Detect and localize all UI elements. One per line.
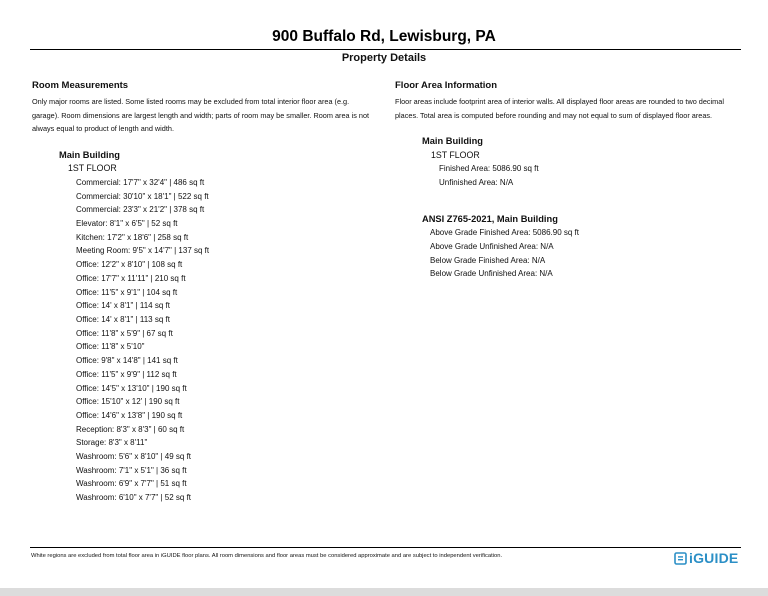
room-item: Office: 11'5" x 9'1" | 104 sq ft bbox=[76, 287, 178, 297]
room-item: Office: 11'8" x 5'9" | 67 sq ft bbox=[76, 328, 173, 338]
room-item: Office: 11'8" x 5'10" bbox=[76, 342, 145, 352]
iguide-logo-text: iGUIDE bbox=[689, 550, 739, 566]
room-item: Washroom: 7'1" x 5'1" | 36 sq ft bbox=[76, 465, 187, 475]
room-item: Elevator: 8'1" x 6'5" | 52 sq ft bbox=[76, 219, 178, 229]
ansi-heading: ANSI Z765-2021, Main Building bbox=[422, 213, 558, 224]
ansi-area-list bbox=[422, 226, 745, 281]
room-measurements-heading: Room Measurements bbox=[32, 80, 129, 91]
room-measurements-section bbox=[32, 80, 377, 505]
room-item: Commercial: 30'10" x 18'1" | 522 sq ft bbox=[76, 191, 209, 201]
title-divider bbox=[30, 49, 741, 50]
ansi-area-item: Above Grade Finished Area: 5086.90 sq ft bbox=[430, 228, 579, 238]
iguide-logo bbox=[674, 549, 738, 567]
room-item: Office: 14' x 8'1" | 113 sq ft bbox=[76, 315, 170, 324]
ansi-area-item: Below Grade Unfinished Area: N/A bbox=[430, 269, 553, 279]
floor-area-list bbox=[422, 162, 745, 189]
building-name: Main Building bbox=[59, 149, 120, 160]
footer-divider bbox=[30, 547, 741, 548]
room-item: Reception: 8'3" x 8'3" | 60 sq ft bbox=[76, 424, 185, 434]
building-name: Main Building bbox=[422, 136, 483, 147]
room-item: Office: 14'6" x 13'8" | 190 sq ft bbox=[76, 410, 183, 420]
room-item: Washroom: 5'6" x 8'10" | 49 sq ft bbox=[76, 452, 192, 462]
room-item: Washroom: 6'9" x 7'7" | 51 sq ft bbox=[76, 479, 187, 489]
floor-area-heading: Floor Area Information bbox=[395, 80, 498, 91]
footer-note: White regions are excluded from total floor area in iGUIDE floor plans. All room dimensions and floor areas must be considered approximate and are subject to independent verification. bbox=[31, 553, 503, 559]
room-item: Washroom: 6'10" x 7'7" | 52 sq ft bbox=[76, 493, 192, 503]
room-measurements-description: Only major rooms are listed. Some listed rooms may be excluded from total interior floor area (e.g. garage). Room dimensions are largest length and width; parts of room may be smaller. Room area is not always equal to product of length and width. bbox=[32, 97, 370, 134]
room-item: Office: 9'8" x 14'8" | 141 sq ft bbox=[76, 356, 178, 366]
page-subtitle: Property Details bbox=[341, 52, 427, 64]
floor-area-item: Finished Area: 5086.90 sq ft bbox=[439, 164, 539, 174]
room-item: Office: 17'7" x 11'11" | 210 sq ft bbox=[76, 273, 186, 283]
ansi-area-item: Below Grade Finished Area: N/A bbox=[430, 255, 546, 265]
floor-name: 1ST FLOOR bbox=[431, 149, 480, 160]
room-item: Office: 14' x 8'1" | 114 sq ft bbox=[76, 301, 170, 311]
room-item: Commercial: 17'7" x 32'4" | 486 sq ft bbox=[76, 177, 205, 187]
room-item: Commercial: 23'3" x 21'2" | 378 sq ft bbox=[76, 205, 205, 215]
room-item: Office: 11'5" x 9'9" | 112 sq ft bbox=[76, 369, 177, 379]
room-item: Office: 15'10" x 12' | 190 sq ft bbox=[76, 397, 180, 407]
floor-area-description: Floor areas include footprint area of interior walls. All displayed floor areas are rounded to two decimal places. Total area is computed before rounding and may not equal to sum of displayed floor areas. bbox=[395, 97, 724, 120]
room-item: Storage: 8'3" x 8'11" bbox=[76, 438, 148, 448]
room-item: Kitchen: 17'2" x 18'6" | 258 sq ft bbox=[76, 232, 189, 242]
ansi-area-item: Above Grade Unfinished Area: N/A bbox=[430, 242, 554, 252]
page-bottom-strip bbox=[0, 588, 768, 596]
room-item: Office: 12'2" x 8'10" | 108 sq ft bbox=[76, 260, 183, 270]
page-title: 900 Buffalo Rd, Lewisburg, PA bbox=[272, 28, 496, 45]
room-item: Meeting Room: 9'5" x 14'7" | 137 sq ft bbox=[76, 246, 210, 256]
floor-area-section bbox=[395, 80, 745, 281]
floor-area-item: Unfinished Area: N/A bbox=[439, 178, 514, 188]
floor-name: 1ST FLOOR bbox=[68, 163, 117, 174]
rooms-list bbox=[59, 176, 377, 505]
room-item: Office: 14'5" x 13'10" | 190 sq ft bbox=[76, 383, 187, 393]
iguide-logo-icon bbox=[674, 552, 687, 565]
